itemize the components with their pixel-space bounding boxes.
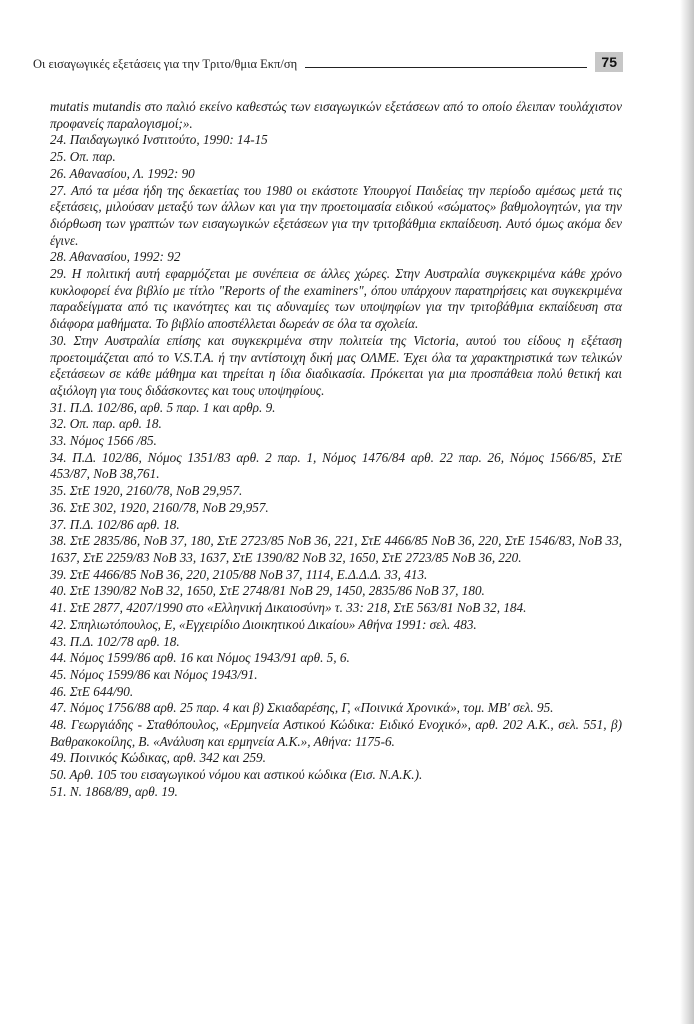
endnote: 45. Νόμος 1599/86 και Νόμος 1943/91. xyxy=(50,666,258,682)
endnote: 38. ΣτΕ 2835/86, ΝοΒ 37, 180, ΣτΕ 2723/85 ΝοΒ 36, 221, ΣτΕ 4466/85 ΝοΒ 36, 220, ΣτΕ 1546/83, ΝοΒ 33, 1637, ΣτΕ 2259/83 ΝοΒ 33, 1637, ΣτΕ 1390/82 ΝοΒ 32, 1650, ΣτΕ 2723/85 ΝοΒ 36, 220. xyxy=(50,533,622,565)
endnote: 34. Π.Δ. 102/86, Νόμος 1351/83 αρθ. 2 παρ. 1, Νόμος 1476/84 αρθ. 22 παρ. 26, Νόμος 1566/85, ΣτΕ 453/87, ΝοΒ 38,761. xyxy=(50,449,622,482)
endnote: 40. ΣτΕ 1390/82 ΝοΒ 32, 1650, ΣτΕ 2748/81 ΝοΒ 29, 1450, 2835/86 ΝοΒ 37, 180. xyxy=(50,583,485,599)
endnote: 49. Ποινικός Κώδικας, αρθ. 342 και 259. xyxy=(50,750,266,766)
running-title: Οι εισαγωγικές εξετάσεις για την Τριτο/θμια Εκπ/ση xyxy=(33,57,298,71)
endnote: 48. Γεωργιάδης - Σταθόπουλος, «Ερμηνεία Αστικού Κώδικα: Ειδικό Ενοχικό», αρθ. 202 Α.Κ., σελ. 551, β) Βαθρακοκοίλης, Β. «Ανάλυση και ερμηνεία Α.Κ.», Αθήνα: 1175-6. xyxy=(50,717,622,749)
endnote: 43. Π.Δ. 102/78 αρθ. 18. xyxy=(50,633,180,649)
endnote: 27. Από τα μέσα ήδη της δεκαετίας του 1980 οι εκάστοτε Υπουργοί Παιδείας την περίοδο αμέσως μετά τις εξετάσεις, μιλούσαν μεταξύ των άλλων και για την προετοιμασία ειδικού «σώματος» βαθμολογητών, για την διόρθωση των γραπτών των εισαγωγικών εξετάσεων για την τριτοβάθμια εκπαίδευση. Αυτό όμως ακόμα δεν έγινε. xyxy=(50,182,622,248)
endnote: 24. Παιδαγωγικό Ινστιτούτο, 1990: 14-15 xyxy=(50,132,268,148)
endnote: 39. ΣτΕ 4466/85 ΝοΒ 36, 220, 2105/88 ΝοΒ 37, 1114, Ε.Δ.Δ.Δ. 33, 413. xyxy=(50,566,428,582)
endnote: 47. Νόμος 1756/88 αρθ. 25 παρ. 4 και β) Σκιαδαρέσης, Γ, «Ποινικά Χρονικά», τομ. ΜΒ' σελ. 95. xyxy=(50,700,554,716)
endnote: 42. Σπηλιωτόπουλος, Ε, «Εγχειρίδιο Διοικητικού Δικαίου» Αθήνα 1991: σελ. 483. xyxy=(50,616,477,632)
page-edge-shadow xyxy=(680,0,694,1024)
endnote: 46. ΣτΕ 644/90. xyxy=(50,683,134,699)
endnote: 32. Οπ. παρ. αρθ. 18. xyxy=(50,416,162,432)
endnote: 51. Ν. 1868/89, αρθ. 19. xyxy=(50,783,178,799)
endnote: 41. ΣτΕ 2877, 4207/1990 στο «Ελληνική Δικαιοσύνη» τ. 33: 218, ΣτΕ 563/81 ΝοΒ 32, 184. xyxy=(50,600,527,616)
endnote: 50. Αρθ. 105 του εισαγωγικού νόμου και αστικού κώδικα (Εισ. Ν.Α.Κ.). xyxy=(50,767,423,783)
endnote: 29. Η πολιτική αυτή εφαρμόζεται με συνέπεια σε άλλες χώρες. Στην Αυστραλία συγκεκριμένα κάθε χρόνο κυκλοφορεί ένα βιβλίο με τίτλο "Reports of the examiners", όπου υπάρχουν παρατηρήσεις και συγκεκριμένα παραδείγματα από τις ικανότητες και τις αδυναμίες των υποψηφίων για την τριτοβάθμια εκπαίδευση στα διάφορα μαθήματα. Το βιβλίο αποστέλλεται δωρεάν σε όλα τα σχολεία. xyxy=(50,266,622,332)
header-rule xyxy=(305,67,587,68)
endnote: 37. Π.Δ. 102/86 αρθ. 18. xyxy=(50,516,180,532)
endnote: 35. ΣτΕ 1920, 2160/78, ΝοΒ 29,957. xyxy=(50,483,243,499)
endnote: 30. Στην Αυστραλία επίσης και συγκεκριμένα στην πολιτεία της Victoria, αυτού του είδους η εξέταση προετοιμάζεται από το V.S.T.A. ή την αντίστοιχη δική μας ΟΛΜΕ. Έχει όλα τα χαρακτηριστικά των τελικών εξετάσεων σε κάθε μάθημα και τηρείται η ίδια διαδικασία. Πρόκειται για μια προσπάθεια πολύ θετική και αξιόλογη για τους διδάσκοντες και τους υποψηφίους. xyxy=(50,332,622,398)
endnote: 44. Νόμος 1599/86 αρθ. 16 και Νόμος 1943/91 αρθ. 5, 6. xyxy=(50,650,350,666)
endnote: 28. Αθανασίου, 1992: 92 xyxy=(50,249,181,265)
endnote: 31. Π.Δ. 102/86, αρθ. 5 παρ. 1 και αρθρ. 9. xyxy=(50,399,276,415)
page-number: 75 xyxy=(595,52,623,72)
page-header xyxy=(33,50,623,72)
endnote: 33. Νόμος 1566 /85. xyxy=(50,433,157,449)
endnote: 26. Αθανασίου, Λ. 1992: 90 xyxy=(50,165,195,181)
endnote: 25. Οπ. παρ. xyxy=(50,149,116,165)
endnote: mutatis mutandis στο παλιό εκείνο καθεστώς των εισαγωγικών εξετάσεων από το οποίο έλειπαν τουλάχιστον προφανείς παραλογισμοί;». xyxy=(50,99,622,131)
endnotes xyxy=(50,99,622,801)
endnote: 36. ΣτΕ 302, 1920, 2160/78, ΝοΒ 29,957. xyxy=(50,499,269,515)
